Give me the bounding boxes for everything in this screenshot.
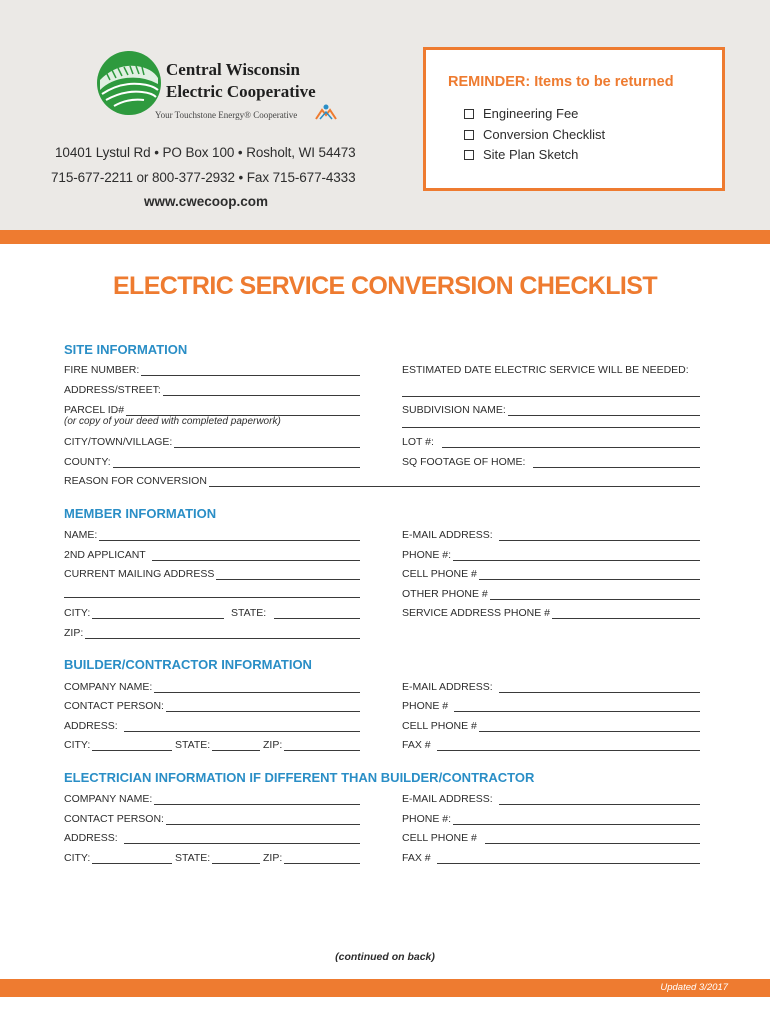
field-label: ZIP: — [263, 852, 283, 864]
phone-fax: 715-677-2211 or 800-377-2932 • Fax 715-677-4333 — [51, 170, 356, 185]
member-phone-field[interactable] — [402, 547, 700, 561]
field-label: STATE: — [175, 739, 211, 751]
electrician-company-field[interactable] — [64, 791, 360, 805]
section-heading-builder: BUILDER/CONTRACTOR INFORMATION — [64, 657, 312, 672]
header-divider-bar — [0, 230, 770, 244]
field-label: CONTACT PERSON: — [64, 813, 164, 825]
builder-contact-field[interactable] — [64, 698, 360, 712]
cooperative-logo-icon — [96, 50, 162, 116]
field-label: CURRENT MAILING ADDRESS — [64, 568, 215, 580]
checkbox-icon[interactable] — [464, 130, 474, 140]
builder-fax-field[interactable] — [402, 737, 700, 751]
mailing-address-extra-line[interactable] — [64, 597, 360, 598]
electrician-cell-phone-field[interactable] — [402, 830, 700, 844]
member-cell-phone-field[interactable] — [402, 566, 700, 580]
field-label: OTHER PHONE # — [402, 588, 488, 600]
field-label: COMPANY NAME: — [64, 681, 153, 693]
reminder-item — [464, 106, 578, 121]
reminder-title: REMINDER: Items to be returned — [448, 74, 674, 90]
field-label: STATE: — [231, 607, 267, 619]
reminder-item-label: Site Plan Sketch — [483, 147, 579, 162]
field-label: ADDRESS/STREET: — [64, 384, 161, 396]
field-label: SQ FOOTAGE OF HOME: — [402, 456, 526, 468]
field-label: CELL PHONE # — [402, 568, 477, 580]
field-label: ESTIMATED DATE ELECTRIC SERVICE WILL BE NEEDED: — [402, 364, 689, 376]
checkbox-icon[interactable] — [464, 109, 474, 119]
parcel-id-field[interactable] — [64, 402, 360, 416]
estimated-date-label — [402, 362, 700, 376]
city-town-village-field[interactable] — [64, 434, 360, 448]
cooperative-name-line2: Electric Cooperative — [166, 82, 316, 101]
reminder-item — [464, 147, 578, 162]
field-label: FAX # — [402, 739, 431, 751]
field-label: CITY/TOWN/VILLAGE: — [64, 436, 173, 448]
field-label: ZIP: — [64, 627, 84, 639]
field-label: E-MAIL ADDRESS: — [402, 793, 493, 805]
field-label: E-MAIL ADDRESS: — [402, 529, 493, 541]
subdivision-extra-line[interactable] — [402, 427, 700, 428]
builder-address-field[interactable] — [64, 718, 360, 732]
member-city-field[interactable] — [64, 605, 224, 619]
field-label: CITY: — [64, 852, 91, 864]
section-heading-electrician: ELECTRICIAN INFORMATION IF DIFFERENT THAN BUILDER/CONTRACTOR — [64, 770, 535, 785]
field-label: CITY: — [64, 739, 91, 751]
website-link[interactable]: www.cwecoop.com — [143, 194, 269, 209]
field-label: CELL PHONE # — [402, 720, 477, 732]
square-footage-field[interactable] — [402, 454, 700, 468]
field-label: NAME: — [64, 529, 98, 541]
field-label: PHONE #: — [402, 549, 452, 561]
electrician-email-field[interactable] — [402, 791, 700, 805]
continued-note: (continued on back) — [335, 951, 435, 963]
fire-number-field[interactable] — [64, 362, 360, 376]
electrician-contact-field[interactable] — [64, 811, 360, 825]
builder-cell-phone-field[interactable] — [402, 718, 700, 732]
electrician-fax-field[interactable] — [402, 850, 700, 864]
service-address-phone-field[interactable] — [402, 605, 700, 619]
subdivision-name-field[interactable] — [402, 402, 700, 416]
tagline: Your Touchstone Energy® Cooperative — [155, 110, 298, 120]
field-label: FAX # — [402, 852, 431, 864]
field-label: STATE: — [175, 852, 211, 864]
estimated-date-line[interactable] — [402, 396, 700, 397]
field-label: COMPANY NAME: — [64, 793, 153, 805]
cooperative-name — [166, 59, 316, 103]
field-label: SERVICE ADDRESS PHONE # — [402, 607, 551, 619]
letterhead — [0, 0, 770, 230]
builder-state-field[interactable] — [175, 737, 260, 751]
member-state-field[interactable] — [231, 605, 360, 619]
checkbox-icon[interactable] — [464, 150, 474, 160]
field-label: CELL PHONE # — [402, 832, 477, 844]
builder-city-field[interactable] — [64, 737, 172, 751]
member-email-field[interactable] — [402, 527, 700, 541]
field-label: REASON FOR CONVERSION — [64, 475, 207, 487]
electrician-phone-field[interactable] — [402, 811, 700, 825]
field-label: SUBDIVISION NAME: — [402, 404, 506, 416]
touchstone-energy-icon — [314, 104, 338, 120]
builder-company-field[interactable] — [64, 679, 360, 693]
field-label: FIRE NUMBER: — [64, 364, 140, 376]
lot-number-field[interactable] — [402, 434, 700, 448]
field-label: ADDRESS: — [64, 720, 118, 732]
reason-for-conversion-field[interactable] — [64, 473, 700, 487]
field-label: 2ND APPLICANT — [64, 549, 146, 561]
field-label: E-MAIL ADDRESS: — [402, 681, 493, 693]
electrician-zip-field[interactable] — [263, 850, 360, 864]
field-label: PHONE #: — [402, 813, 452, 825]
reminder-item — [464, 127, 605, 142]
builder-zip-field[interactable] — [263, 737, 360, 751]
field-label: ADDRESS: — [64, 832, 118, 844]
second-applicant-field[interactable] — [64, 547, 360, 561]
reminder-item-label: Engineering Fee — [483, 106, 579, 121]
field-label: CONTACT PERSON: — [64, 700, 164, 712]
electrician-city-field[interactable] — [64, 850, 172, 864]
member-zip-field[interactable] — [64, 625, 360, 639]
builder-email-field[interactable] — [402, 679, 700, 693]
section-heading-site: SITE INFORMATION — [64, 342, 188, 357]
mailing-address-field[interactable] — [64, 566, 360, 580]
field-label: PHONE # — [402, 700, 449, 712]
electrician-address-field[interactable] — [64, 830, 360, 844]
member-other-phone-field[interactable] — [402, 586, 700, 600]
updated-date: Updated 3/2017 — [660, 982, 728, 993]
builder-phone-field[interactable] — [402, 698, 700, 712]
section-heading-member: MEMBER INFORMATION — [64, 506, 217, 521]
field-label: PARCEL ID# — [64, 404, 125, 416]
county-field[interactable] — [64, 454, 360, 468]
footer-bar — [0, 979, 770, 997]
member-name-field[interactable] — [64, 527, 360, 541]
field-label: ZIP: — [263, 739, 283, 751]
reminder-box — [423, 47, 725, 191]
field-label: COUNTY: — [64, 456, 111, 468]
page-title: ELECTRIC SERVICE CONVERSION CHECKLIST — [112, 272, 658, 300]
field-label: LOT #: — [402, 436, 434, 448]
cooperative-name-line1: Central Wisconsin — [166, 60, 300, 79]
address-street-field[interactable] — [64, 382, 360, 396]
electrician-state-field[interactable] — [175, 850, 260, 864]
reminder-item-label: Conversion Checklist — [483, 127, 606, 142]
field-label: CITY: — [64, 607, 91, 619]
mailing-address: 10401 Lystul Rd • PO Box 100 • Rosholt, WI 54473 — [55, 145, 356, 160]
parcel-note: (or copy of your deed with completed paperwork) — [64, 416, 281, 427]
